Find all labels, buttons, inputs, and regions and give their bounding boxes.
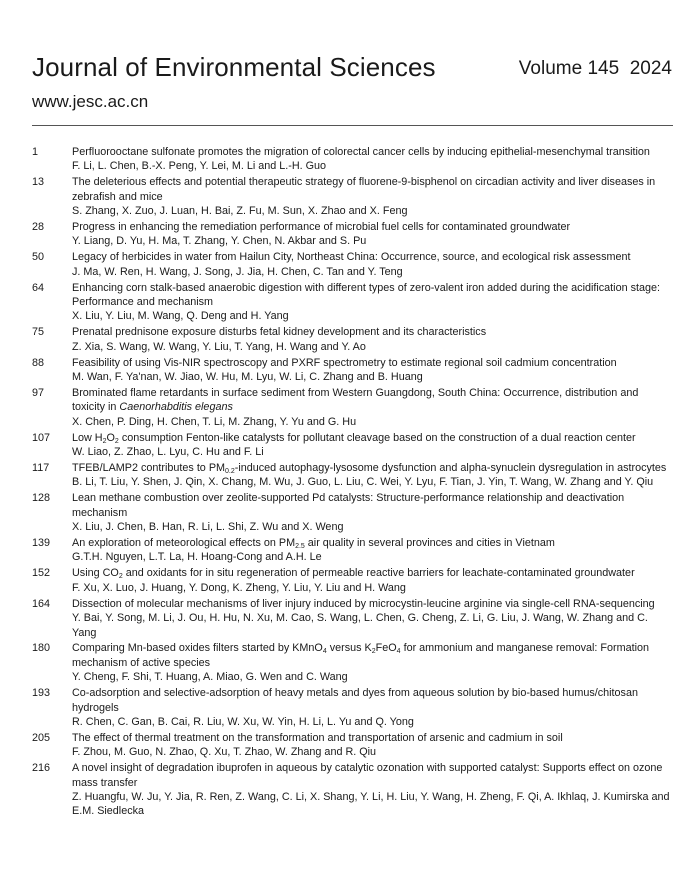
article-title[interactable]: Progress in enhancing the remediation performance of microbial fuel cells for contaminated groundwater	[72, 221, 571, 234]
title-part: Low H	[72, 431, 103, 444]
article-title[interactable]	[72, 536, 673, 550]
title-part: -induced autophagy-lysosome dysfunction and alpha-synuclein dysregulation in astrocytes	[234, 462, 667, 475]
page-number: 107	[32, 431, 51, 444]
toc-entry[interactable]	[32, 325, 673, 354]
page-number: 164	[32, 597, 51, 610]
table-of-contents	[32, 145, 673, 820]
page-number: 64	[32, 281, 45, 294]
article-authors: B. Li, T. Liu, Y. Shen, J. Qin, X. Chang, M. Wu, J. Guo, L. Liu, C. Wei, Y. Lyu, F. Tian, J. Yin, T. Wang, W. Zhang and Y. Qiu	[72, 476, 654, 489]
journal-title: Journal of Environmental Sciences	[32, 52, 436, 82]
title-part: Brominated flame retardants in surface sediment from Western Guangdong, South China: Occurrence, distribution and toxicity in	[72, 387, 639, 414]
article-title[interactable]: Co-adsorption and selective-adsorption of heavy metals and dyes from aqueous solution by bio-based humus/chitosan hydrogels	[72, 687, 638, 714]
article-authors: G.T.H. Nguyen, L.T. La, H. Hoang-Cong and A.H. Le	[72, 551, 322, 564]
title-part: FeO	[375, 642, 397, 655]
article-authors: Y. Bai, Y. Song, M. Li, J. Ou, H. Hu, N. Xu, M. Cao, S. Wang, L. Chen, G. Cheng, Z. Li, G. Liu, J. Wang, W. Zhang and C. Yang	[72, 612, 648, 639]
article-title[interactable]: Legacy of herbicides in water from Hailun City, Northeast China: Occurrence, source, and ecological risk assessment	[72, 251, 631, 264]
toc-entry[interactable]	[32, 281, 673, 324]
page-number: 88	[32, 356, 45, 369]
page-number: 139	[32, 537, 51, 550]
title-part: An exploration of meteorological effects on PM	[72, 537, 296, 550]
article-authors: X. Liu, J. Chen, B. Han, R. Li, L. Shi, Z. Wu and X. Weng	[72, 521, 344, 534]
article-authors: F. Zhou, M. Guo, N. Zhao, Q. Xu, T. Zhao, W. Zhang and R. Qiu	[72, 746, 377, 759]
article-title[interactable]: Feasibility of using Vis-NIR spectroscopy and PXRF spectrometry to estimate regional soil cadmium concentration	[72, 356, 617, 369]
page-number: 205	[32, 731, 51, 744]
article-authors: X. Liu, Y. Liu, M. Wang, Q. Deng and H. Yang	[72, 310, 289, 323]
page-number: 128	[32, 492, 51, 505]
page-number: 97	[32, 387, 45, 399]
article-authors: J. Ma, W. Ren, H. Wang, J. Song, J. Jia, H. Chen, C. Tan and Y. Teng	[72, 265, 403, 278]
page-number: 193	[32, 687, 51, 700]
title-part: O	[106, 431, 115, 444]
page-number: 216	[32, 762, 51, 775]
title-part: versus K	[326, 642, 372, 655]
page-number: 75	[32, 326, 45, 339]
title-part: 0.2	[225, 468, 235, 476]
article-title[interactable]	[72, 566, 673, 580]
article-title[interactable]: Perfluorooctane sulfonate promotes the migration of colorectal cancer cells by inducing epithelial-mesenchymal transition	[72, 146, 650, 158]
title-part: consumption Fenton-like catalysts for pollutant cleavage based on the construction of a dual reaction center	[118, 431, 636, 444]
toc-entry[interactable]	[32, 731, 673, 760]
article-authors: F. Li, L. Chen, B.-X. Peng, Y. Lei, M. Li and L.-H. Guo	[72, 160, 327, 173]
title-part: air quality in several provinces and cities in Vietnam	[304, 537, 555, 550]
article-authors: F. Xu, X. Luo, J. Huang, Y. Dong, K. Zheng, Y. Liu, Y. Liu and H. Wang	[72, 581, 406, 594]
title-part: TFEB/LAMP2 contributes to PM	[72, 462, 226, 475]
title-part: Caenorhabditis elegans	[119, 401, 233, 414]
article-authors: W. Liao, Z. Zhao, L. Lyu, C. Hu and F. Li	[72, 446, 264, 459]
title-part: 2	[118, 573, 123, 581]
article-authors: R. Chen, C. Gan, B. Cai, R. Liu, W. Xu, W. Yin, H. Li, L. Yu and Q. Yong	[72, 715, 414, 728]
title-part: 2.5	[295, 543, 305, 551]
title-part: 2	[102, 437, 107, 445]
article-title[interactable]	[72, 431, 673, 445]
title-part: 2	[114, 437, 119, 445]
toc-entry[interactable]	[32, 566, 673, 595]
article-title[interactable]: Prenatal prednisone exposure disturbs fetal kidney development and its characteristics	[72, 326, 487, 339]
page-number: 1	[32, 146, 39, 158]
toc-entry[interactable]	[32, 686, 673, 729]
toc-entry[interactable]	[32, 431, 673, 460]
article-title[interactable]	[72, 641, 673, 670]
toc-entry[interactable]	[32, 220, 673, 249]
article-title[interactable]: The effect of thermal treatment on the transformation and transportation of arsenic and cadmium in soil	[72, 731, 563, 744]
article-title[interactable]	[72, 386, 673, 415]
article-title[interactable]: Lean methane combustion over zeolite-supported Pd catalysts: Structure-performance relationship and deactivation mechanism	[72, 492, 625, 519]
toc-entry[interactable]	[32, 461, 673, 490]
toc-entry[interactable]	[32, 536, 673, 565]
toc-entry[interactable]	[32, 761, 673, 819]
article-title[interactable]: A novel insight of degradation ibuprofen in aqueous by catalytic ozonation with supported catalyst: Supports effect on ozone mass transfer	[72, 762, 663, 789]
page-number: 28	[32, 221, 45, 234]
toc-entry[interactable]	[32, 491, 673, 534]
title-part: Comparing Mn-based oxides filters started by KMnO	[72, 642, 323, 655]
toc-entry[interactable]	[32, 175, 673, 218]
article-authors: Z. Xia, S. Wang, W. Wang, Y. Liu, T. Yang, H. Wang and Y. Ao	[72, 340, 366, 353]
journal-url[interactable]: www.jesc.ac.cn	[32, 92, 149, 111]
article-authors: Y. Liang, D. Yu, H. Ma, T. Zhang, Y. Chen, N. Akbar and S. Pu	[72, 235, 367, 248]
page-number: 117	[32, 462, 50, 475]
title-part: for ammonium and manganese removal: Formation mechanism of active species	[72, 642, 650, 669]
article-authors: Y. Cheng, F. Shi, T. Huang, A. Miao, G. Wen and C. Wang	[72, 671, 348, 684]
article-title[interactable]	[72, 461, 673, 475]
toc-entry[interactable]	[32, 250, 673, 279]
article-authors: M. Wan, F. Ya'nan, W. Jiao, W. Hu, M. Lyu, W. Li, C. Zhang and B. Huang	[72, 371, 423, 384]
page-number: 180	[32, 642, 51, 655]
toc-entry[interactable]	[32, 145, 673, 174]
title-part: and oxidants for in situ regeneration of permeable reactive barriers for leachate-contaminated groundwater	[122, 567, 635, 580]
article-title[interactable]: Enhancing corn stalk-based anaerobic digestion with different types of zero-valent iron added during the acidification stage: Performance and mechanism	[72, 281, 660, 309]
volume-year	[519, 58, 672, 80]
toc-entry[interactable]	[32, 641, 673, 684]
title-part: 2	[371, 648, 376, 656]
page-number: 13	[32, 176, 45, 189]
title-part: 4	[396, 648, 401, 656]
toc-entry[interactable]	[32, 356, 673, 385]
header-divider	[32, 125, 673, 126]
toc-entry[interactable]	[32, 597, 673, 640]
page-number: 50	[32, 251, 45, 264]
page-number: 152	[32, 567, 51, 580]
article-authors: S. Zhang, X. Zuo, J. Luan, H. Bai, Z. Fu, M. Sun, X. Zhao and X. Feng	[72, 205, 408, 218]
article-title[interactable]: The deleterious effects and potential therapeutic strategy of fluorene-9-bisphenol on circadian activity and liver diseases in zebrafish and mice	[72, 176, 656, 203]
article-authors: X. Chen, P. Ding, H. Chen, T. Li, M. Zhang, Y. Yu and G. Hu	[72, 415, 357, 428]
volume-label: Volume 145	[518, 58, 620, 79]
article-authors: Z. Huangfu, W. Ju, Y. Jia, R. Ren, Z. Wang, C. Li, X. Shang, Y. Li, H. Liu, Y. Wang, H. Zheng, F. Qi, A. Ikhlaq, J. Kumirska and E.M. Siedlecka	[72, 790, 670, 818]
toc-entry[interactable]	[32, 386, 673, 429]
article-title[interactable]: Dissection of molecular mechanisms of liver injury induced by microcystin-leucine arginine via single-cell RNA-sequencing	[72, 597, 655, 610]
title-part: 4	[322, 648, 327, 656]
title-part: Using CO	[72, 567, 119, 580]
year-label: 2024	[629, 58, 672, 79]
